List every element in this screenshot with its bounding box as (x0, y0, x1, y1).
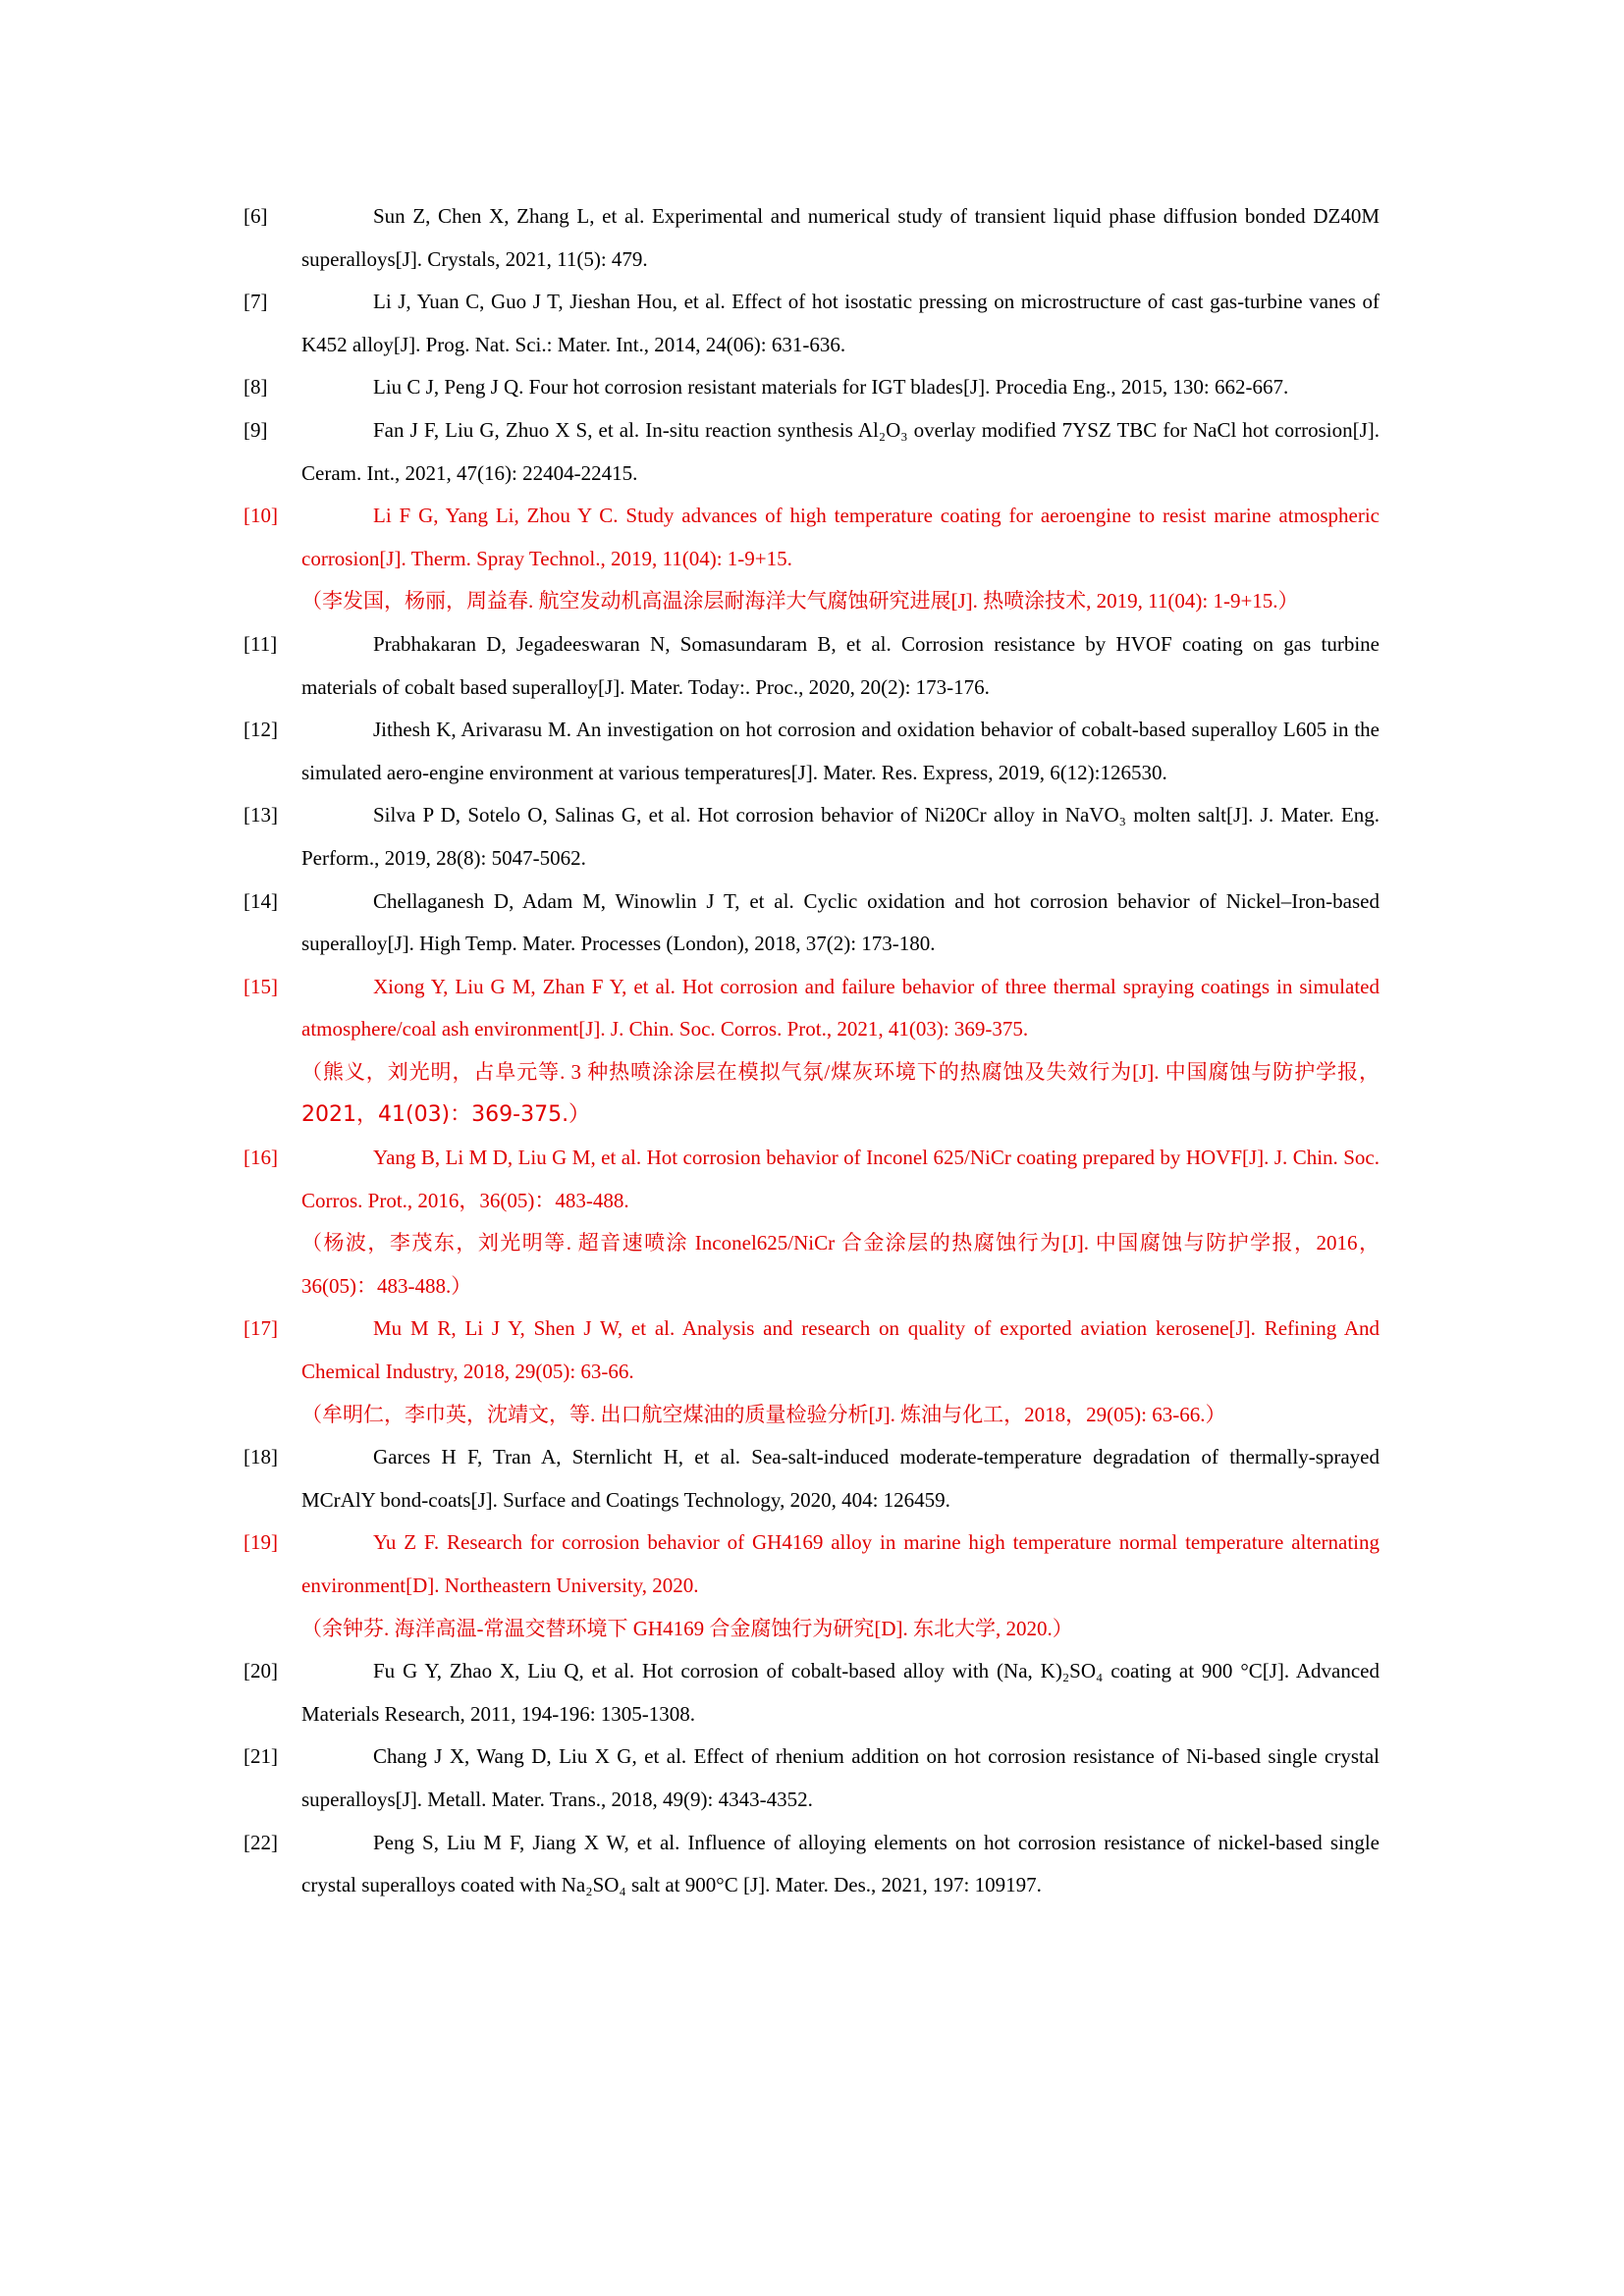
reference-item (244, 966, 1380, 1137)
reference-text-en: Yang B, Li M D, Liu G M, et al. Hot corrosion behavior of Inconel 625/NiCr coating prepared by HOVF[J]. J. Chin. Soc. Corros. Prot., 2016，36(05)：483-488. (301, 1146, 1380, 1212)
reference-text-en: Silva P D, Sotelo O, Salinas G, et al. Hot corrosion behavior of Ni20Cr alloy in NaVO₃ molten salt[J]. J. Mater. Eng. Perform., 2019, 28(8): 5047-5062. (301, 803, 1380, 870)
reference-text-en: Li J, Yuan C, Guo J T, Jieshan Hou, et al. Effect of hot isostatic pressing on microstructure of cast gas-turbine vanes of K452 alloy[J]. Prog. Nat. Sci.: Mater. Int., 2014, 24(06): 631-636. (301, 290, 1380, 356)
reference-text-en: Li F G, Yang Li, Zhou Y C. Study advances of high temperature coating for aeroengine to resist marine atmospheric corrosion[J]. Therm. Spray Technol., 2019, 11(04): 1-9+15. (301, 504, 1380, 570)
reference-number: [12] (244, 718, 278, 742)
reference-item (244, 366, 1380, 409)
reference-text-en: Fan J F, Liu G, Zhuo X S, et al. In-situ reaction synthesis Al₂O₃ overlay modified 7YSZ TBC for NaCl hot corrosion[J]. Ceram. Int., 2021, 47(16): 22404-22415. (301, 417, 1380, 485)
reference-item (244, 1436, 1380, 1522)
references-page (244, 195, 1380, 1907)
reference-number: [6] (244, 204, 268, 228)
reference-item (244, 1522, 1380, 1650)
reference-text-zh: （杨波，李茂东，刘光明等. 超音速喷涂 Inconel625/NiCr 合金涂层的热腐蚀行为[J]. 中国腐蚀与防护学报，2016，36(05)：483-488.） (301, 1231, 1380, 1298)
reference-item (244, 794, 1380, 880)
reference-number: [20] (244, 1659, 278, 1683)
reference-number: [19] (244, 1530, 278, 1555)
reference-number: [22] (244, 1830, 278, 1854)
reference-text-en: Liu C J, Peng J Q. Four hot corrosion resistant materials for IGT blades[J]. Procedia Eng., 2015, 130: 662-667. (373, 375, 1289, 400)
reference-text-en: Garces H F, Tran A, Sternlicht H, et al. Sea-salt-induced moderate-temperature degradation of thermally-sprayed MCrAlY bond-coats[J]. Surface and Coatings Technology, 2020, 404: 126459. (301, 1445, 1380, 1512)
reference-item (244, 709, 1380, 794)
reference-number: [8] (244, 375, 268, 400)
reference-text-en: Jithesh K, Arivarasu M. An investigation on hot corrosion and oxidation behavior of cobalt-based superalloy L605 in the simulated aero-engine environment at various temperatures[J]. Mater. Res. Express, 2019, 6(12):126530. (301, 718, 1380, 784)
reference-number: [11] (244, 631, 278, 656)
reference-item (244, 1137, 1380, 1308)
reference-number: [21] (244, 1744, 278, 1769)
reference-text-en: Mu M R, Li J Y, Shen J W, et al. Analysis and research on quality of exported aviation kerosene[J]. Refining And Chemical Industry, 2018, 29(05): 63-66. (301, 1316, 1380, 1384)
reference-text-en: Fu G Y, Zhao X, Liu Q, et al. Hot corrosion of cobalt-based alloy with (Na, K)₂SO₄ coating at 900 °C[J]. Advanced Materials Research, 2011, 194-196: 1305-1308. (301, 1659, 1380, 1726)
reference-text-en: Chellaganesh D, Adam M, Winowlin J T, et al. Cyclic oxidation and hot corrosion behavior of Nickel–Iron-based superalloy[J]. High Temp. Mater. Processes (London), 2018, 37(2): 173-180. (301, 888, 1380, 956)
reference-number: [14] (244, 888, 278, 913)
reference-text-zh: （余钟芬. 海洋高温-常温交替环境下 GH4169 合金腐蚀行为研究[D]. 东北大学, 2020.） (301, 1616, 1073, 1640)
reference-item (244, 495, 1380, 623)
reference-item (244, 1822, 1380, 1907)
reference-text-zh-tail: 2021，41(03)：369-375.） (301, 1102, 591, 1128)
reference-number: [13] (244, 803, 278, 828)
reference-text-zh (244, 1051, 1380, 1137)
reference-number: [17] (244, 1316, 278, 1341)
reference-number: [16] (244, 1146, 278, 1170)
reference-text-en: Yu Z F. Research for corrosion behavior of GH4169 alloy in marine high temperature normal temperature alternating environment[D]. Northeastern University, 2020. (301, 1530, 1380, 1597)
reference-number: [9] (244, 417, 268, 442)
reference-item (244, 1308, 1380, 1436)
reference-text-en: Prabhakaran D, Jegadeeswaran N, Somasundaram B, et al. Corrosion resistance by HVOF coating on gas turbine materials of cobalt based superalloy[J]. Mater. Today:. Proc., 2020, 20(2): 173-176. (301, 631, 1380, 699)
reference-item (244, 409, 1380, 495)
reference-item (244, 1650, 1380, 1735)
reference-number: [7] (244, 290, 268, 314)
reference-text-en: Chang J X, Wang D, Liu X G, et al. Effect of rhenium addition on hot corrosion resistance of Ni-based single crystal superalloys[J]. Metall. Mater. Trans., 2018, 49(9): 4343-4352. (301, 1744, 1380, 1811)
reference-item (244, 623, 1380, 709)
reference-text-en: Peng S, Liu M F, Jiang X W, et al. Influence of alloying elements on hot corrosion resistance of nickel-based single crystal superalloys coated with Na₂SO₄ salt at 900°C [J]. Mater. Des., 2021, 197: 109197. (301, 1830, 1380, 1897)
reference-item (244, 281, 1380, 366)
reference-text-zh-main: （熊义，刘光明，占阜元等. 3 种热喷涂涂层在模拟气氛/煤灰环境下的热腐蚀及失效行为[J]. 中国腐蚀与防护学报， (301, 1059, 1380, 1084)
reference-text-en: Sun Z, Chen X, Zhang L, et al. Experimental and numerical study of transient liquid phase diffusion bonded DZ40M superalloys[J]. Crystals, 2021, 11(5): 479. (301, 204, 1380, 271)
reference-number: [18] (244, 1445, 278, 1469)
reference-text-zh: （牟明仁，李巾英，沈靖文，等. 出口航空煤油的质量检验分析[J]. 炼油与化工，2018，29(05): 63-66.） (301, 1402, 1226, 1426)
reference-text-zh: （李发国，杨丽，周益春. 航空发动机高温涂层耐海洋大气腐蚀研究进展[J]. 热喷涂技术, 2019, 11(04): 1-9+15.） (301, 589, 1299, 614)
reference-item (244, 195, 1380, 281)
reference-item (244, 1735, 1380, 1821)
reference-number: [15] (244, 974, 278, 998)
reference-text-en: Xiong Y, Liu G M, Zhan F Y, et al. Hot corrosion and failure behavior of three thermal spraying coatings in simulated atmosphere/coal ash environment[J]. J. Chin. Soc. Corros. Prot., 2021, 41(03): 369-375. (301, 974, 1380, 1041)
reference-number: [10] (244, 504, 278, 528)
reference-item (244, 881, 1380, 966)
